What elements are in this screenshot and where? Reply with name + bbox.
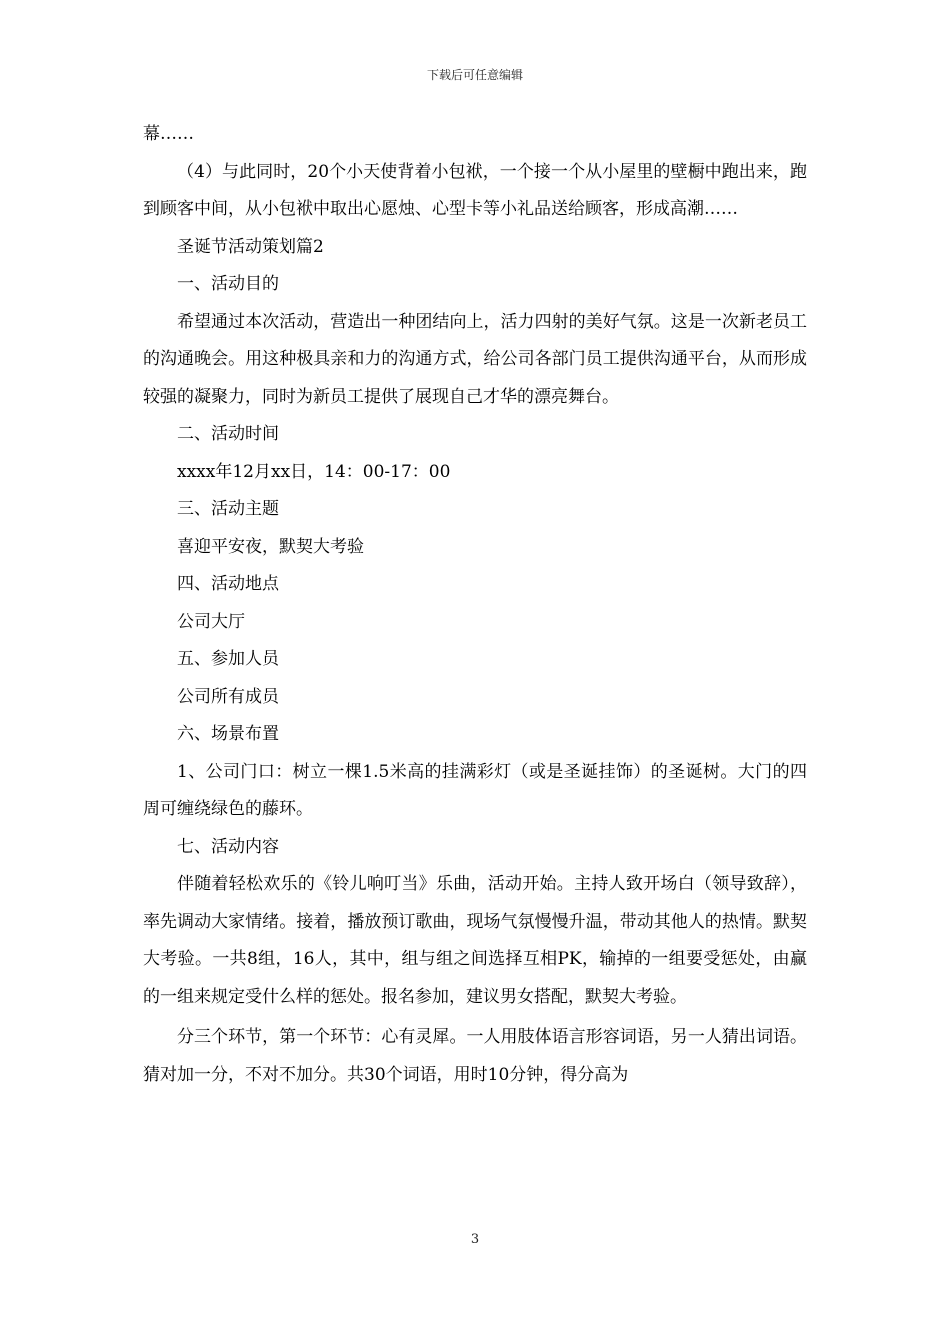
paragraph: （4）与此同时，20个小天使背着小包袱，一个接一个从小屋里的壁橱中跑出来，跑到顾客中间，从小包袱中取出心愿烛、心型卡等小礼品送给顾客，形成高潮…… bbox=[143, 161, 807, 219]
paragraph: 伴随着轻松欢乐的《铃儿响叮当》乐曲，活动开始。主持人致开场白（领导致辞），率先调动大家情绪。接着，播放预订歌曲，现场气氛慢慢升温，带动其他人的热情。默契大考验。一共8组，16人，其中，组与组之间选择互相PK，输掉的一组要受惩处，由赢的一组来规定受什么样的惩处。报名参加，建议男女搭配，默契大考验。 bbox=[143, 874, 807, 1007]
paragraph: 希望通过本次活动，营造出一种团结向上，活力四射的美好气氛。这是一次新老员工的沟通晚会。用这种极具亲和力的沟通方式，给公司各部门员工提供沟通平台，从而形成较强的凝聚力，同时为新员工提供了展现自己才华的漂亮舞台。 bbox=[143, 311, 807, 407]
paragraph: 公司所有成员 bbox=[177, 686, 279, 707]
paragraph: 公司大厅 bbox=[177, 611, 245, 632]
heading: 二、活动时间 bbox=[177, 424, 279, 444]
paragraph: 幕…… bbox=[143, 124, 194, 144]
heading: 三、活动主题 bbox=[177, 499, 279, 519]
section-title: 圣诞节活动策划篇2 bbox=[177, 236, 324, 257]
paragraph: 分三个环节，第一个环节：心有灵犀。一人用肢体语言形容词语，另一人猜出词语。猜对加一分，不对不加分。共30个词语，用时10分钟，得分高为 bbox=[143, 1027, 807, 1085]
document-body bbox=[143, 116, 807, 1094]
paragraph: 喜迎平安夜，默契大考验 bbox=[177, 536, 364, 557]
page-header: 下载后可任意编辑 bbox=[426, 68, 523, 82]
heading: 五、参加人员 bbox=[177, 649, 279, 669]
heading: 六、场景布置 bbox=[177, 724, 279, 744]
paragraph: xxxx年12月xx日，14：00-17：00 bbox=[177, 461, 451, 482]
page-number: 3 bbox=[470, 1232, 480, 1247]
paragraph: 1、公司门口：树立一棵1.5米高的挂满彩灯（或是圣诞挂饰）的圣诞树。大门的四周可缠绕绿色的藤环。 bbox=[143, 761, 807, 819]
heading: 四、活动地点 bbox=[177, 574, 279, 594]
heading: 七、活动内容 bbox=[177, 836, 279, 857]
heading: 一、活动目的 bbox=[177, 274, 279, 294]
